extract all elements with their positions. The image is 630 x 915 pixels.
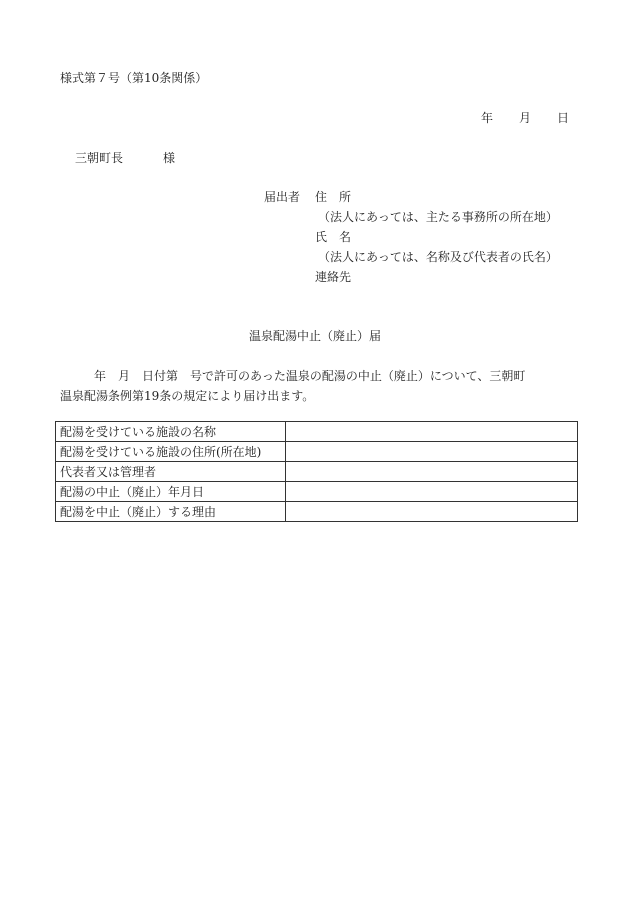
address-note: （法人にあっては、主たる事務所の所在地） [318,210,558,224]
row-label: 配湯の中止（廃止）年月日 [56,482,286,502]
info-table [55,421,578,522]
addressee [75,149,175,166]
row-label: 配湯を受けている施設の住所(所在地) [56,442,286,462]
date-day: 日 [557,111,570,125]
body-line-2: 温泉配湯条例第19条の規定により届け出ます。 [60,389,315,403]
table-row [56,442,578,462]
form-number: 様式第７号（第10条関係） [60,71,208,85]
table-row [56,422,578,442]
addressee-honorific: 様 [163,151,176,165]
row-value-field[interactable] [286,462,578,482]
address-label: 住 所 [315,190,352,204]
row-value-field[interactable] [286,442,578,462]
row-label: 配湯を受けている施設の名称 [56,422,286,442]
row-label: 代表者又は管理者 [56,462,286,482]
date-year: 年 [481,111,494,125]
addressee-name: 三朝町長 [75,151,124,165]
name-note: （法人にあっては、名称及び代表者の氏名） [318,250,558,264]
row-value-field[interactable] [286,422,578,442]
applicant-label: 届出者 [264,190,301,204]
body-text [60,366,580,406]
document-title: 温泉配湯中止（廃止）届 [248,329,381,343]
body-line-1: 年 月 日付第 号で許可のあった温泉の配湯の中止（廃止）について、三朝町 [94,369,526,383]
row-value-field[interactable] [286,502,578,522]
row-label: 配湯を中止（廃止）する理由 [56,502,286,522]
date-line [481,109,569,126]
table-row [56,462,578,482]
table-row [56,502,578,522]
row-value-field[interactable] [286,482,578,502]
name-label: 氏 名 [315,230,352,244]
date-month: 月 [519,111,532,125]
contact-label: 連絡先 [315,270,352,284]
table-row [56,482,578,502]
